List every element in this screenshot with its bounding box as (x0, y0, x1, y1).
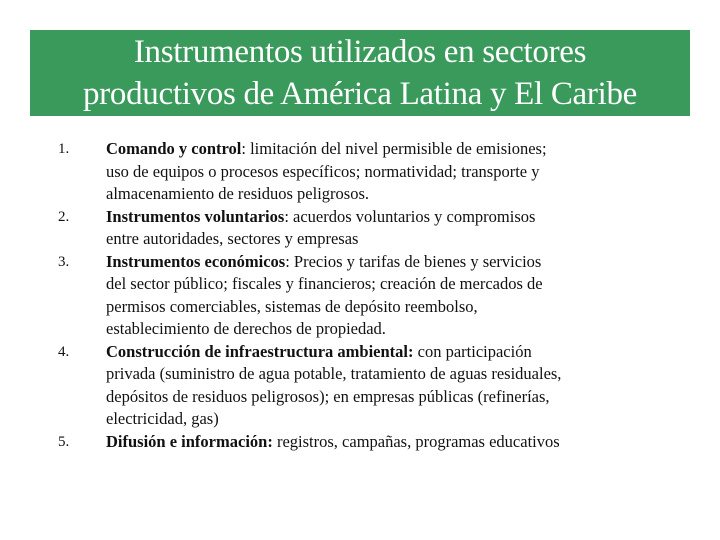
list-number: 2. (58, 208, 70, 225)
item-line: del sector público; fiscales y financieros; creación de mercados de (106, 274, 543, 293)
list-item-text (106, 431, 698, 454)
item-line: uso de equipos o procesos específicos; normatividad; transporte y (106, 161, 540, 181)
title-line-1: Instrumentos utilizados en sectores (133, 34, 587, 70)
item-line (106, 251, 698, 274)
item-term: Comando y control (106, 139, 242, 158)
list-item-4 (58, 341, 698, 431)
item-term: Instrumentos económicos (106, 251, 286, 271)
item-line: electricidad, gas) (106, 409, 219, 428)
list-item-3 (58, 251, 698, 341)
item-line: privada (suministro de agua potable, tratamiento de aguas residuales, (106, 364, 562, 383)
item-line: establecimiento de derechos de propiedad. (106, 319, 386, 338)
item-description: : Precios y tarifas de bienes y servicios (285, 251, 542, 271)
item-line (106, 138, 698, 161)
item-line (106, 341, 698, 364)
item-description: registros, campañas, programas educativos (272, 431, 560, 451)
item-description: : acuerdos voluntarios y compromisos (284, 206, 536, 226)
item-description: : limitación del nivel permisible de emisiones; (241, 139, 547, 158)
slide-title (30, 30, 690, 116)
list-number: 3. (58, 253, 70, 270)
item-term: Difusión e información: (106, 431, 273, 451)
item-line: almacenamiento de residuos peligrosos. (106, 184, 370, 203)
item-term: Construcción de infraestructura ambiental: (106, 341, 414, 361)
list-item-2 (58, 206, 698, 251)
list-item-1 (58, 138, 698, 206)
item-line: depósitos de residuos peligrosos); en empresas públicas (refinerías, (106, 386, 550, 406)
instrument-list (58, 138, 698, 453)
item-line (106, 206, 698, 229)
item-line: permisos comerciables, sistemas de depósito reembolso, (106, 296, 478, 316)
list-item-text (106, 138, 698, 206)
item-line (106, 431, 698, 454)
list-item-text (106, 251, 698, 341)
item-description: con participación (413, 341, 532, 361)
list-number: 5. (58, 433, 70, 450)
list-item-5 (58, 431, 698, 454)
list-item-text (106, 206, 698, 251)
list-number: 4. (58, 343, 70, 360)
title-line-2: productivos de América Latina y El Caribe (82, 76, 638, 112)
item-term: Instrumentos voluntarios (106, 206, 285, 226)
list-item-text (106, 341, 698, 431)
list-number: 1. (58, 141, 70, 157)
item-line: entre autoridades, sectores y empresas (106, 229, 359, 248)
